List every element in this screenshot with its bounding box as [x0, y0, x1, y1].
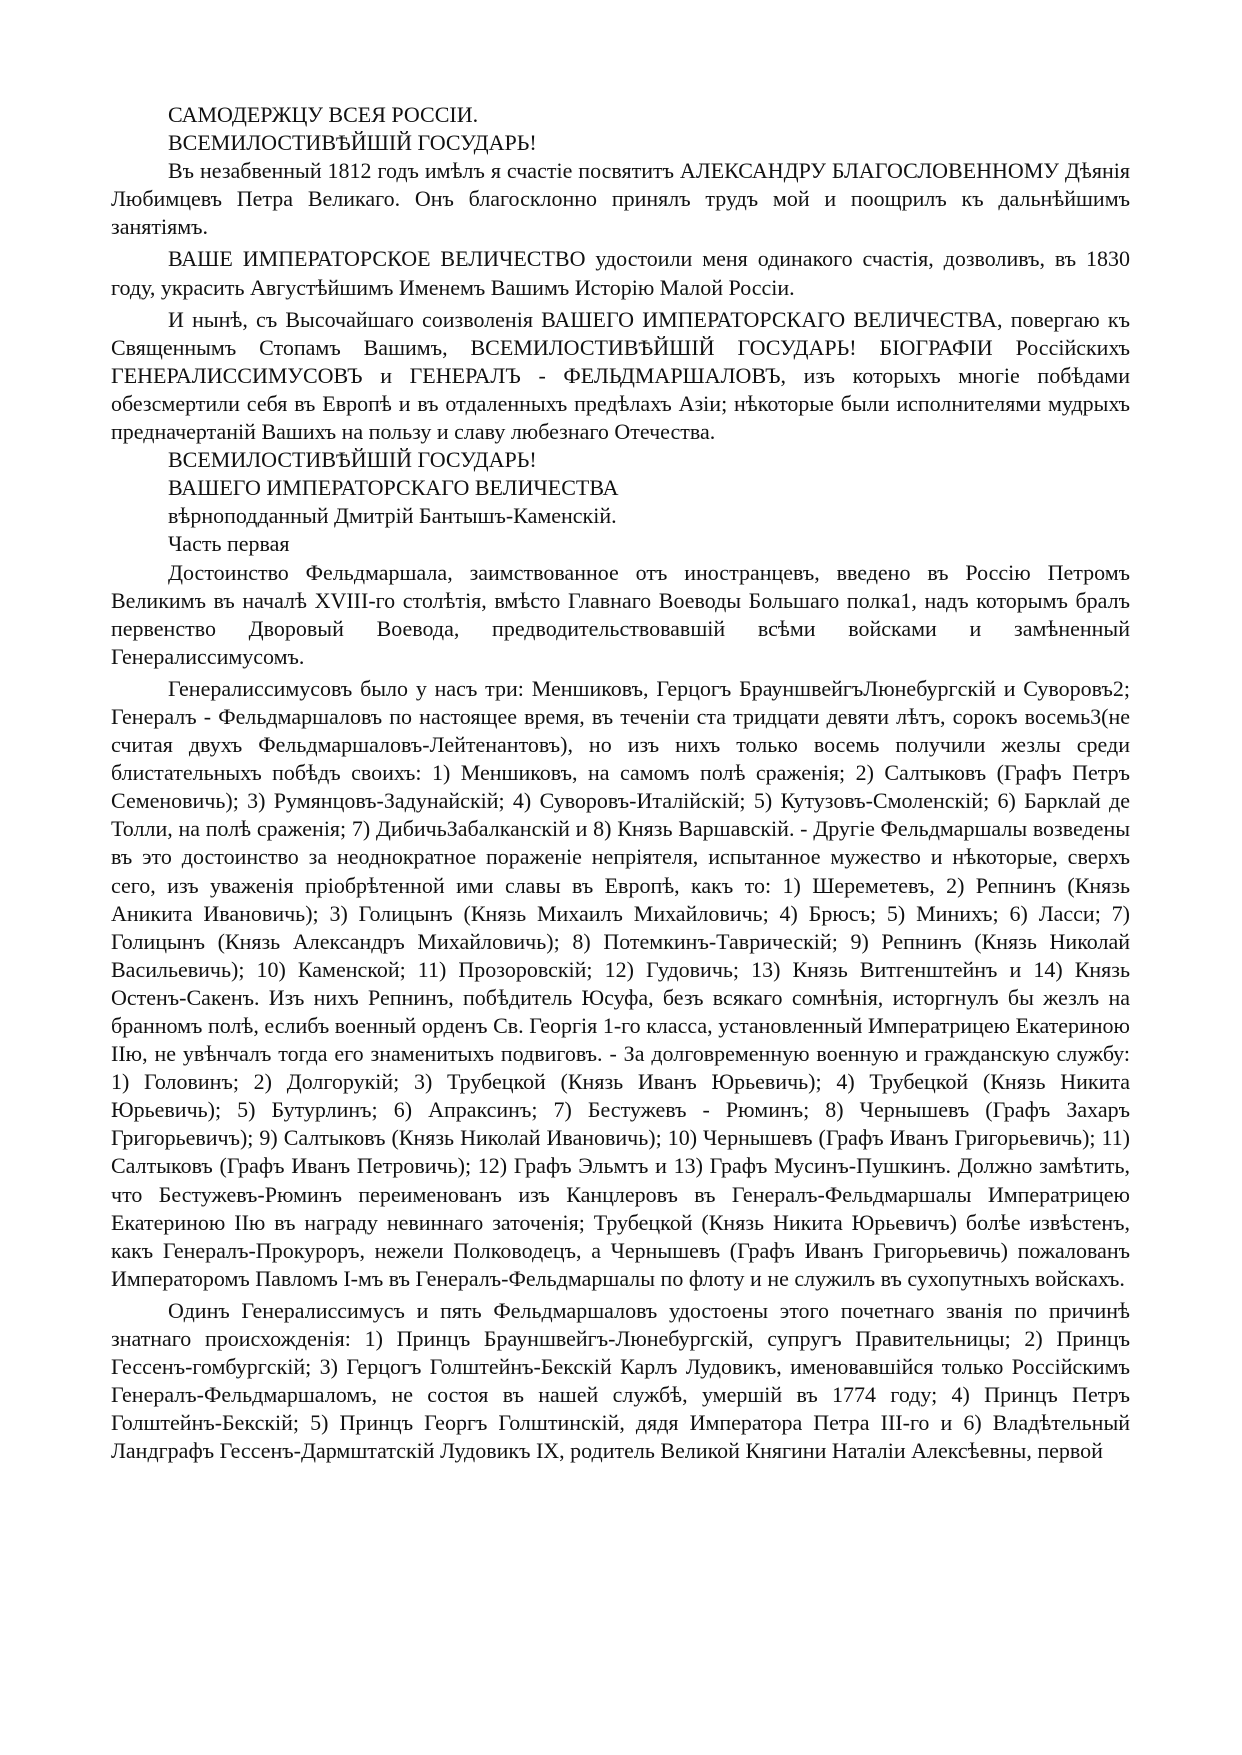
salutation-line-2: ВСЕМИЛОСТИВѢЙШIЙ ГОСУДАРЬ!: [168, 130, 537, 156]
signature-line: вѣрноподданный Дмитрiй Бантышъ-Каменскiй.: [168, 503, 617, 529]
paragraph-generalissimos-list: Генералиссимусовъ было у насъ три: Меншиковъ, Герцогъ БрауншвейгъЛюнебургскiй и Суворовъ2; Генералъ - Фельдмаршаловъ по настоящее время, въ теченiи ста тридцати девяти лѣтъ, сорокъ восемь3(не считая двухъ Фельдмаршаловъ-Лейтенантовъ), но изъ нихъ только восемь получили жезлы среди блистательныхъ побѣдъ своихъ: 1) Меншиковъ, на самомъ полѣ сраженiя; 2) Салтыковъ (Графъ Петръ Семеновичь); 3) Румянцовъ-Задунайскiй; 4) Суворовъ-Италiйскiй; 5) Кутузовъ-Смоленскiй; 6) Барклай де Толли, на полѣ сраженiя; 7) ДибичьЗабалканскiй и 8) Князь Варшавскiй. - Другiе Фельдмаршалы возведены въ это достоинство за неоднократное пораженiе непрiятеля, испытанное мужество и нѣкоторые, сверхъ сего, изъ уваженiя прiобрѣтенной ими славы въ Европѣ, какъ то: 1) Шереметевъ, 2) Репнинъ (Князь Аникита Ивановичь); 3) Голицынъ (Князь Михаилъ Михайловичь; 4) Брюсъ; 5) Минихъ; 6) Ласси; 7) Голицынъ (Князь Александръ Михайловичь); 8) Потемкинъ-Таврическiй; 9) Репнинъ (Князь Николай Васильевичь); 10) Каменской; 11) Прозоровскiй; 12) Гудовичь; 13) Князь Витгенштейнъ и 14) Князь Остенъ-Сакенъ. Изъ нихъ Репнинъ, побѣдитель Юсуфа, безъ всякаго сомнѣнiя, исторгнулъ бы жезлъ на бранномъ полѣ, еслибъ военный орденъ Св. Георгiя 1-го класса, установленный Императрицею Екатериною IIю, не увѣнчалъ тогда его знаменитыхъ подвиговъ. - За долговременную военную и гражданскую службу: 1) Головинъ; 2) Долгорукiй; 3) Трубецкой (Князь Иванъ Юрьевичь); 4) Трубецкой (Князь Никита Юрьевичь); 5) Бутурлинъ; 6) Апраксинъ; 7) Бестужевъ - Рюминъ; 8) Чернышевъ (Графъ Захаръ Григорьевичъ); 9) Салтыковъ (Князь Николай Ивановичь); 10) Чернышевъ (Графъ Иванъ Григорьевичь); 11) Салтыковъ (Графъ Иванъ Петровичь); 12) Графъ Эльмтъ и 13) Графъ Мусинъ-Пушкинъ. Должно замѣтить, что Бестужевъ-Рюминъ переименованъ изъ Канцлеровъ въ Генералъ-Фельдмаршалы Императрицею Екатериною IIю въ награду невиннаго заточенiя; Трубецкой (Князь Никита Юрьевичъ) болѣе извѣстенъ, какъ Генералъ-Прокуроръ, нежели Полководецъ, а Чернышевъ (Графъ Иванъ Григорьевичь) пожалованъ Императоромъ Павломъ I-мъ въ Генералъ-Фельдмаршалы по флоту и не служилъ въ сухопутныхъ войскахъ.: [111, 675, 1130, 1291]
closing-line-1: ВСЕМИЛОСТИВѢЙШIЙ ГОСУДАРЬ!: [168, 447, 537, 473]
document-body: [111, 101, 1130, 1466]
paragraph-field-marshal-origin: Достоинство Фельдмаршала, заимствованное отъ иностранцевъ, введено въ Россiю Петромъ Великимъ въ началѣ XVIII-го столѣтiя, вмѣсто Главнаго Воеводы Большаго полка1, надъ которымъ бралъ первенство Дворовый Воевода, предводительствовавшiй всѣми войсками и замѣненный Генералиссимусомъ.: [111, 559, 1130, 669]
part-title: Часть первая: [168, 531, 290, 557]
paragraph-noble-origin: Одинъ Генералиссимусъ и пять Фельдмаршаловъ удостоены этого почетнаго званiя по причинѣ знатнаго происхожденiя: 1) Принцъ Брауншвейгъ-Люнебургскiй, супругъ Правительницы; 2) Принцъ Гессенъ-гомбургскiй; 3) Герцогъ Голштейнъ-Бекскiй Карлъ Лудовикъ, именовавшiйся только Россiйскимъ Генералъ-Фельдмаршаломъ, не состоя въ нашей службѣ, умершiй въ 1774 году; 4) Принцъ Петръ Голштейнъ-Бекскiй; 5) Принцъ Георгъ Голштинскiй, дядя Императора Петра III-го и 6) Владѣтельный Ландграфъ Гессенъ-Дармштатскiй Лудовикъ IX, родитель Великой Княгини Наталiи Алексѣевны, первой: [111, 1297, 1130, 1464]
salutation-line-1: САМОДЕРЖЦУ ВСЕЯ РОССIИ.: [168, 102, 479, 127]
paragraph-biographies: И нынѣ, съ Высочайшаго соизволенiя ВАШЕГО ИМПЕРАТОРСКАГО ВЕЛИЧЕСТВА, повергаю къ Священнымъ Стопамъ Вашимъ, ВСЕМИЛОСТИВѢЙШIЙ ГОСУДАРЬ! БIОГРАФIИ Россiйскихъ ГЕНЕРАЛИССИМУСОВЪ и ГЕНЕРАЛЪ - ФЕЛЬДМАРШАЛОВЪ, изъ которыхъ многiе побѣдами обезсмертили себя въ Европѣ и въ отдаленныхъ предѣлахъ Азiи; нѣкоторые были исполнителями мудрыхъ предначертанiй Вашихъ на пользу и славу любезнаго Отечества.: [111, 306, 1130, 445]
closing-line-2: ВАШЕГО ИМПЕРАТОРСКАГО ВЕЛИЧЕСТВА: [168, 475, 619, 501]
paragraph-dedication-1812: Въ незабвенный 1812 годъ имѣлъ я счастiе посвятитъ АЛЕКСАНДРУ БЛАГОСЛОВЕННОМУ Дѣянiя Любимцевъ Петра Великаго. Онъ благосклонно принялъ трудъ мой и поощрилъ къ дальнѣйшимъ занятiямъ.: [111, 158, 1130, 240]
paragraph-dedication-1830: ВАШЕ ИМПЕРАТОРСКОЕ ВЕЛИЧЕСТВО удостоили меня одинакого счастiя, дозволивъ, въ 1830 году, украсить Августѣйшимъ Именемъ Вашимъ Исторiю Малой Россiи.: [111, 246, 1130, 300]
